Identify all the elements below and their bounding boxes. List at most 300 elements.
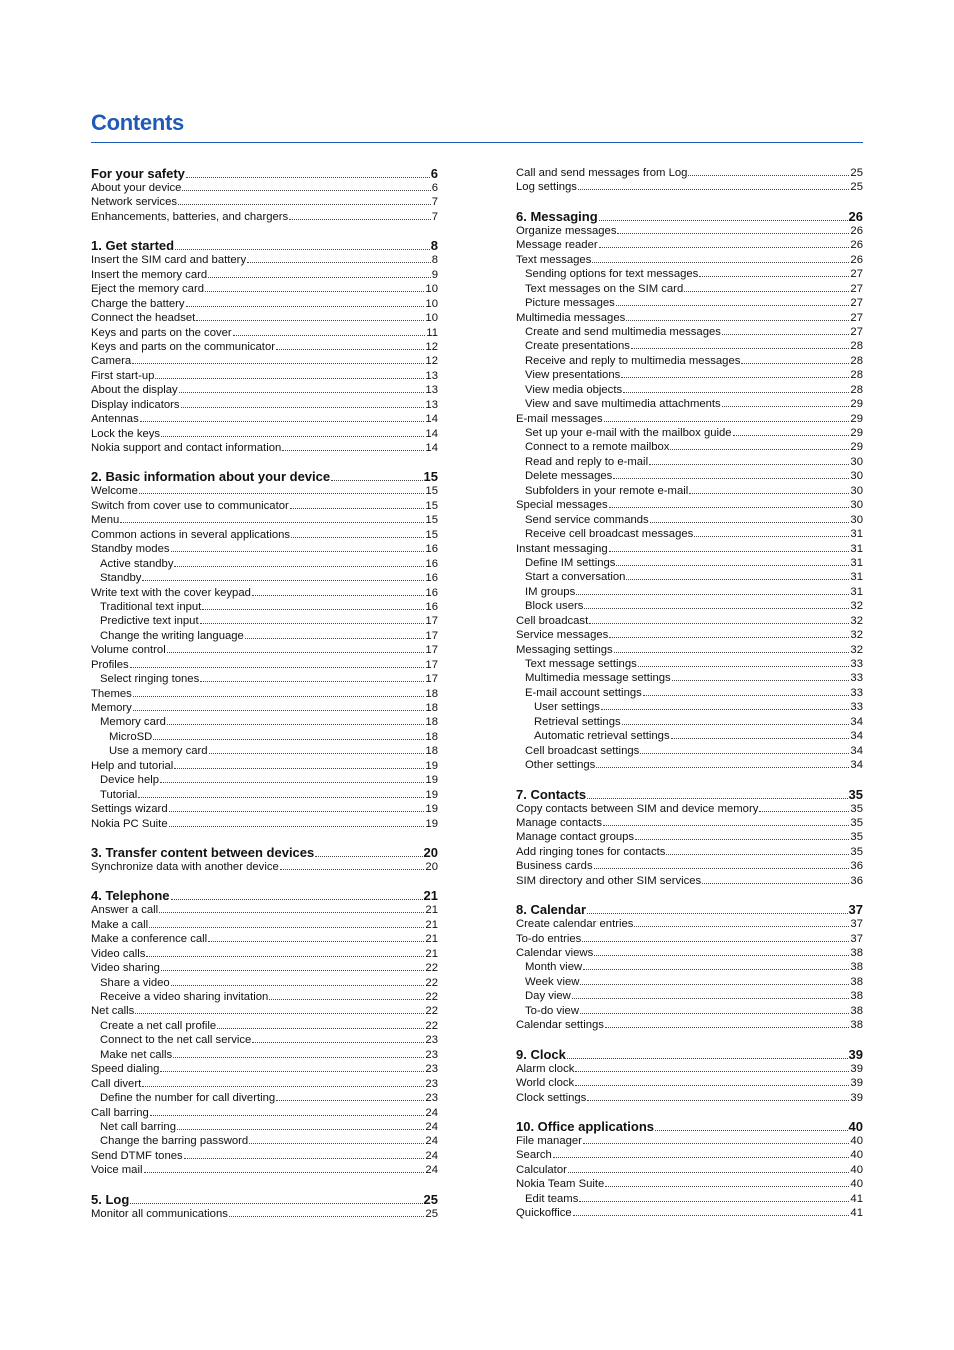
toc-entry[interactable] — [516, 1004, 863, 1018]
toc-entry[interactable] — [91, 1149, 438, 1163]
toc-entry-label: Menu — [91, 514, 120, 527]
toc-entry[interactable] — [91, 817, 438, 831]
toc-entry-label: Set up your e-mail with the mailbox guide — [525, 427, 732, 439]
toc-entry[interactable] — [91, 643, 438, 657]
toc-entry[interactable] — [516, 527, 863, 541]
toc-entry[interactable] — [516, 686, 863, 700]
toc-entry[interactable] — [516, 816, 863, 830]
toc-entry[interactable] — [91, 759, 438, 773]
toc-entry-page-number: 39 — [850, 1091, 863, 1104]
toc-entry-label: Net calls — [91, 1005, 135, 1018]
toc-entry-label: Messaging settings — [516, 643, 613, 656]
toc-entry[interactable] — [91, 730, 438, 744]
toc-chapter-entry[interactable] — [516, 1047, 863, 1062]
toc-entry-label: Connect the headset — [91, 312, 196, 325]
toc-entry-page-number: 10 — [425, 312, 438, 325]
dot-leader — [604, 421, 850, 422]
toc-entry-page-number: 14 — [425, 442, 438, 454]
dot-leader — [670, 449, 849, 450]
toc-entry-label: Define the number for call diverting — [100, 1092, 276, 1105]
toc-entry[interactable] — [516, 267, 863, 281]
toc-entry[interactable] — [516, 989, 863, 1003]
toc-entry[interactable] — [516, 1206, 863, 1220]
toc-entry-page-number: 20 — [425, 860, 438, 873]
toc-entry[interactable] — [516, 282, 863, 296]
dot-leader — [174, 566, 424, 567]
toc-entry[interactable] — [516, 513, 863, 527]
dot-leader — [142, 1086, 424, 1087]
toc-entry-label: Add ringing tones for contacts — [516, 845, 666, 858]
toc-entry-page-number: 8 — [430, 238, 438, 254]
toc-entry[interactable] — [516, 426, 863, 440]
dot-leader — [276, 1100, 424, 1101]
toc-entry[interactable] — [91, 903, 438, 917]
toc-chapter-entry[interactable] — [516, 1119, 863, 1134]
toc-entry[interactable] — [91, 1004, 438, 1018]
toc-entry[interactable] — [91, 181, 438, 195]
toc-entry[interactable] — [91, 195, 438, 209]
toc-entry[interactable] — [516, 628, 863, 642]
dot-leader — [181, 407, 425, 408]
dot-leader — [149, 927, 424, 928]
toc-entry[interactable] — [516, 556, 863, 570]
toc-entry-page-number: 37 — [848, 902, 863, 918]
toc-entry-page-number: 32 — [850, 643, 863, 656]
toc-entry-page-number: 32 — [850, 600, 863, 613]
toc-entry[interactable] — [516, 1062, 863, 1076]
toc-entry-page-number: 34 — [850, 730, 863, 743]
toc-entry[interactable] — [516, 1018, 863, 1032]
toc-entry-page-number: 34 — [850, 744, 863, 757]
toc-entry-page-number: 15 — [425, 485, 438, 498]
toc-entry[interactable] — [516, 498, 863, 512]
toc-entry[interactable] — [91, 1048, 438, 1062]
toc-entry[interactable] — [516, 325, 863, 339]
dot-leader — [631, 348, 850, 349]
toc-entry[interactable] — [91, 932, 438, 946]
toc-entry-label: Memory — [91, 702, 132, 714]
toc-entry[interactable] — [516, 397, 863, 411]
toc-entry[interactable] — [516, 455, 863, 469]
dot-leader — [733, 435, 850, 436]
toc-entry-label: View presentations — [525, 369, 621, 382]
toc-entry[interactable] — [91, 528, 438, 542]
dot-leader — [587, 798, 847, 799]
dot-leader — [580, 984, 849, 985]
toc-entry[interactable] — [516, 253, 863, 267]
toc-entry[interactable] — [516, 729, 863, 743]
dot-leader — [153, 739, 424, 740]
dot-leader — [159, 912, 424, 913]
toc-entry-page-number: 29 — [850, 412, 863, 425]
toc-entry-page-number: 39 — [850, 1077, 863, 1090]
toc-entry[interactable] — [91, 441, 438, 455]
dot-leader — [174, 768, 424, 769]
dot-leader — [146, 956, 424, 957]
toc-entry[interactable] — [91, 788, 438, 802]
toc-entry-label: Change the barring password — [100, 1135, 249, 1148]
toc-entry[interactable] — [91, 629, 438, 643]
toc-entry-page-number: 27 — [850, 268, 863, 281]
toc-entry-page-number: 38 — [850, 990, 863, 1003]
toc-chapter-entry[interactable] — [91, 469, 438, 484]
toc-entry[interactable] — [516, 238, 863, 252]
toc-entry[interactable] — [516, 960, 863, 974]
toc-entry-label: E-mail messages — [516, 412, 603, 425]
toc-entry[interactable] — [516, 859, 863, 873]
toc-entry-label: 1. Get started — [91, 238, 175, 254]
toc-entry-label: Instant messaging — [516, 542, 608, 555]
toc-entry[interactable] — [91, 1106, 438, 1120]
toc-entry-label: Connect to a remote mailbox — [525, 441, 670, 454]
toc-entry-page-number: 15 — [423, 469, 438, 485]
toc-chapter-entry[interactable] — [91, 845, 438, 860]
toc-entry[interactable] — [516, 643, 863, 657]
toc-entry[interactable] — [516, 1134, 863, 1148]
dot-leader — [315, 856, 422, 857]
dot-leader — [247, 262, 431, 263]
toc-column-left — [91, 166, 438, 1221]
dot-leader — [576, 594, 849, 595]
toc-entry-label: 9. Clock — [516, 1046, 566, 1062]
toc-entry[interactable] — [91, 398, 438, 412]
dot-leader — [282, 450, 424, 451]
toc-entry-page-number: 40 — [850, 1163, 863, 1176]
toc-entry-label: Cell broadcast — [516, 614, 589, 627]
toc-entry-page-number: 18 — [425, 716, 438, 729]
toc-entry[interactable] — [516, 614, 863, 628]
toc-entry-label: Standby modes — [91, 543, 170, 556]
toc-entry[interactable] — [516, 932, 863, 946]
toc-entry[interactable] — [516, 542, 863, 556]
dot-leader — [209, 753, 425, 754]
dot-leader — [599, 247, 850, 248]
toc-entry-page-number: 28 — [850, 354, 863, 367]
toc-entry-page-number: 17 — [425, 658, 438, 671]
toc-entry-label: Create a net call profile — [100, 1019, 217, 1032]
toc-entry[interactable] — [91, 326, 438, 340]
toc-entry[interactable] — [91, 513, 438, 527]
toc-entry[interactable] — [516, 412, 863, 426]
toc-entry[interactable] — [516, 671, 863, 685]
toc-entry-label: Network services — [91, 196, 178, 209]
dot-leader — [640, 753, 849, 754]
toc-entry-label: Nokia Team Suite — [516, 1178, 605, 1191]
toc-entry[interactable] — [516, 599, 863, 613]
toc-entry-label: First start-up — [91, 369, 155, 382]
toc-chapter-entry[interactable] — [91, 238, 438, 253]
toc-entry[interactable] — [91, 412, 438, 426]
dot-leader — [589, 623, 849, 624]
toc-entry[interactable] — [91, 542, 438, 556]
toc-entry-label: Edit teams — [525, 1192, 579, 1205]
dot-leader — [594, 868, 850, 869]
toc-entry[interactable] — [516, 224, 863, 238]
toc-entry-label: Special messages — [516, 499, 608, 512]
toc-entry-page-number: 25 — [850, 181, 863, 194]
toc-entry-page-number: 23 — [425, 1092, 438, 1105]
toc-entry-page-number: 21 — [425, 904, 438, 917]
toc-entry[interactable] — [516, 700, 863, 714]
toc-entry[interactable] — [91, 802, 438, 816]
toc-entry-page-number: 13 — [425, 384, 438, 397]
toc-entry-page-number: 21 — [425, 933, 438, 946]
toc-entry[interactable] — [516, 917, 863, 931]
dot-leader — [289, 219, 431, 220]
dot-leader — [132, 363, 424, 364]
toc-entry[interactable] — [91, 976, 438, 990]
toc-entry[interactable] — [91, 586, 438, 600]
toc-entry[interactable] — [516, 469, 863, 483]
toc-entry[interactable] — [91, 427, 438, 441]
toc-entry-page-number: 18 — [425, 687, 438, 700]
toc-entry-label: Tutorial — [100, 788, 138, 801]
toc-chapter-entry[interactable] — [91, 166, 438, 181]
toc-entry[interactable] — [516, 1163, 863, 1177]
toc-entry[interactable] — [516, 166, 863, 180]
toc-entry[interactable] — [91, 557, 438, 571]
toc-entry-page-number: 18 — [425, 745, 438, 758]
toc-entry-label: Sending options for text messages — [525, 268, 699, 281]
toc-entry-page-number: 25 — [850, 167, 863, 179]
dot-leader — [568, 1172, 850, 1173]
toc-entry-label: Volume control — [91, 644, 166, 657]
toc-entry-label: Retrieval settings — [534, 715, 621, 728]
toc-entry[interactable] — [91, 383, 438, 397]
toc-entry[interactable] — [91, 947, 438, 961]
toc-entry[interactable] — [91, 600, 438, 614]
toc-entry[interactable] — [516, 744, 863, 758]
dot-leader — [672, 680, 850, 681]
toc-entry[interactable] — [91, 715, 438, 729]
toc-entry[interactable] — [91, 1163, 438, 1177]
toc-entry[interactable] — [516, 368, 863, 382]
toc-entry[interactable] — [516, 1177, 863, 1191]
dot-leader — [613, 478, 849, 479]
dot-leader — [626, 320, 849, 321]
dot-leader — [617, 233, 849, 234]
toc-entry[interactable] — [91, 1062, 438, 1076]
toc-entry-label: Voice mail — [91, 1164, 143, 1177]
toc-entry[interactable] — [516, 296, 863, 310]
toc-entry-page-number: 23 — [425, 1077, 438, 1090]
toc-entry[interactable] — [91, 268, 438, 282]
toc-entry[interactable] — [516, 354, 863, 368]
toc-entry[interactable] — [516, 758, 863, 772]
toc-entry-label: Help and tutorial — [91, 759, 174, 772]
toc-entry-label: Nokia support and contact information — [91, 442, 282, 454]
toc-entry[interactable] — [516, 802, 863, 816]
toc-entry[interactable] — [91, 282, 438, 296]
dot-leader — [694, 536, 849, 537]
toc-entry-label: Net call barring — [100, 1120, 176, 1133]
toc-chapter-entry[interactable] — [516, 902, 863, 917]
dot-leader — [722, 406, 850, 407]
toc-entry-page-number: 16 — [425, 600, 438, 613]
toc-entry-page-number: 23 — [425, 1063, 438, 1076]
toc-entry[interactable] — [91, 297, 438, 311]
toc-entry[interactable] — [516, 1148, 863, 1162]
toc-entry[interactable] — [91, 1091, 438, 1105]
dot-leader — [173, 1057, 424, 1058]
toc-entry-page-number: 12 — [425, 340, 438, 353]
toc-entry-page-number: 16 — [425, 586, 438, 599]
toc-entry[interactable] — [516, 657, 863, 671]
toc-entry[interactable] — [91, 1134, 438, 1148]
toc-entry-page-number: 19 — [425, 788, 438, 801]
toc-entry-page-number: 41 — [850, 1192, 863, 1205]
toc-entry-label: Traditional text input — [100, 600, 202, 613]
dot-leader — [167, 724, 425, 725]
toc-entry[interactable] — [516, 1076, 863, 1090]
toc-entry-label: Service messages — [516, 629, 609, 642]
toc-entry-page-number: 8 — [431, 254, 438, 267]
toc-entry[interactable] — [516, 585, 863, 599]
toc-entry[interactable] — [91, 918, 438, 932]
toc-entry[interactable] — [516, 946, 863, 960]
toc-entry[interactable] — [91, 687, 438, 701]
toc-entry-label: Automatic retrieval settings — [534, 730, 670, 743]
toc-entry-label: Call barring — [91, 1106, 149, 1119]
toc-chapter-entry[interactable] — [91, 888, 438, 903]
dot-leader — [161, 436, 424, 437]
toc-entry-page-number: 36 — [850, 874, 863, 887]
dot-leader — [587, 1100, 849, 1101]
toc-entry-page-number: 38 — [850, 947, 863, 959]
toc-entry[interactable] — [91, 658, 438, 672]
toc-entry-label: Calendar views — [516, 947, 594, 959]
toc-entry-label: Lock the keys — [91, 427, 161, 440]
toc-chapter-entry[interactable] — [516, 209, 863, 224]
toc-entry-page-number: 25 — [425, 1207, 438, 1220]
toc-entry[interactable] — [91, 311, 438, 325]
toc-entry-label: Connect to the net call service — [100, 1034, 252, 1047]
toc-entry[interactable] — [91, 1019, 438, 1033]
toc-entry-page-number: 26 — [850, 239, 863, 252]
toc-entry-page-number: 39 — [850, 1062, 863, 1075]
toc-entry[interactable] — [516, 845, 863, 859]
dot-leader — [688, 175, 849, 176]
toc-entry-page-number: 33 — [850, 686, 863, 699]
toc-entry-label: About your device — [91, 182, 182, 194]
dot-leader — [186, 177, 430, 178]
toc-entry[interactable] — [91, 701, 438, 715]
toc-entry-page-number: 35 — [850, 845, 863, 858]
toc-entry[interactable] — [516, 1192, 863, 1206]
toc-entry[interactable] — [91, 1120, 438, 1134]
toc-entry-label: 10. Office applications — [516, 1118, 654, 1134]
dot-leader — [666, 854, 849, 855]
toc-entry[interactable] — [91, 672, 438, 686]
dot-leader — [160, 1071, 424, 1072]
toc-entry[interactable] — [91, 571, 438, 585]
toc-entry-label: Manage contact groups — [516, 831, 635, 844]
toc-entry-page-number: 22 — [425, 962, 438, 975]
dot-leader — [621, 377, 849, 378]
toc-entry[interactable] — [516, 715, 863, 729]
dot-leader — [580, 1013, 849, 1014]
toc-entry-label: Receive cell broadcast messages — [525, 528, 694, 541]
toc-entry-page-number: 10 — [425, 297, 438, 310]
dot-leader — [290, 508, 425, 509]
toc-entry-label: Calculator — [516, 1163, 567, 1176]
toc-entry-page-number: 33 — [850, 658, 863, 670]
toc-entry[interactable] — [516, 570, 863, 584]
toc-entry-page-number: 19 — [425, 817, 438, 830]
toc-entry[interactable] — [91, 1077, 438, 1091]
toc-entry[interactable] — [516, 339, 863, 353]
toc-entry-page-number: 26 — [848, 208, 863, 224]
dot-leader — [699, 276, 849, 277]
dot-leader — [175, 249, 430, 250]
toc-entry[interactable] — [516, 311, 863, 325]
dot-leader — [579, 1201, 849, 1202]
toc-entry-label: Block users — [525, 600, 584, 613]
toc-entry[interactable] — [91, 484, 438, 498]
toc-entry[interactable] — [91, 990, 438, 1004]
toc-entry[interactable] — [516, 440, 863, 454]
toc-entry-page-number: 28 — [850, 340, 863, 353]
toc-entry-page-number: 25 — [423, 1191, 438, 1207]
toc-entry-page-number: 19 — [425, 774, 438, 787]
toc-entry[interactable] — [91, 860, 438, 874]
toc-entry[interactable] — [91, 340, 438, 354]
toc-entry-page-number: 12 — [425, 355, 438, 368]
dot-leader — [583, 1143, 849, 1144]
toc-entry-label: Message reader — [516, 239, 598, 252]
dot-leader — [184, 1158, 425, 1159]
toc-entry[interactable] — [91, 253, 438, 267]
toc-entry[interactable] — [91, 744, 438, 758]
toc-entry-label: Active standby — [100, 557, 174, 570]
toc-entry[interactable] — [91, 354, 438, 368]
toc-entry-label: Select ringing tones — [100, 673, 200, 686]
toc-entry[interactable] — [516, 383, 863, 397]
dot-leader — [594, 955, 849, 956]
toc-chapter-entry[interactable] — [516, 787, 863, 802]
toc-entry-page-number: 40 — [848, 1118, 863, 1134]
toc-entry-page-number: 19 — [425, 803, 438, 816]
toc-entry[interactable] — [516, 1091, 863, 1105]
toc-chapter-entry[interactable] — [91, 1192, 438, 1207]
toc-entry[interactable] — [91, 1207, 438, 1221]
toc-entry[interactable] — [91, 1033, 438, 1047]
toc-entry[interactable] — [516, 180, 863, 194]
toc-entry-page-number: 21 — [425, 918, 438, 931]
toc-entry[interactable] — [516, 830, 863, 844]
toc-entry[interactable] — [91, 961, 438, 975]
toc-entry-page-number: 24 — [425, 1149, 438, 1162]
toc-entry[interactable] — [516, 975, 863, 989]
toc-entry-label: Standby — [100, 572, 142, 585]
toc-entry[interactable] — [91, 499, 438, 513]
toc-entry-page-number: 9 — [431, 268, 438, 281]
toc-entry-page-number: 24 — [425, 1164, 438, 1177]
toc-entry[interactable] — [516, 874, 863, 888]
toc-entry-label: For your safety — [91, 166, 185, 181]
toc-entry[interactable] — [91, 369, 438, 383]
toc-entry-label: Charge the battery — [91, 297, 185, 310]
toc-entry[interactable] — [91, 773, 438, 787]
toc-entry[interactable] — [91, 210, 438, 224]
toc-entry[interactable] — [91, 614, 438, 628]
dot-leader — [135, 1013, 424, 1014]
toc-entry[interactable] — [516, 484, 863, 498]
toc-entry-page-number: 21 — [423, 888, 438, 904]
dot-leader — [603, 825, 849, 826]
toc-entry-label: Organize messages — [516, 224, 617, 237]
toc-entry-page-number: 16 — [425, 543, 438, 556]
